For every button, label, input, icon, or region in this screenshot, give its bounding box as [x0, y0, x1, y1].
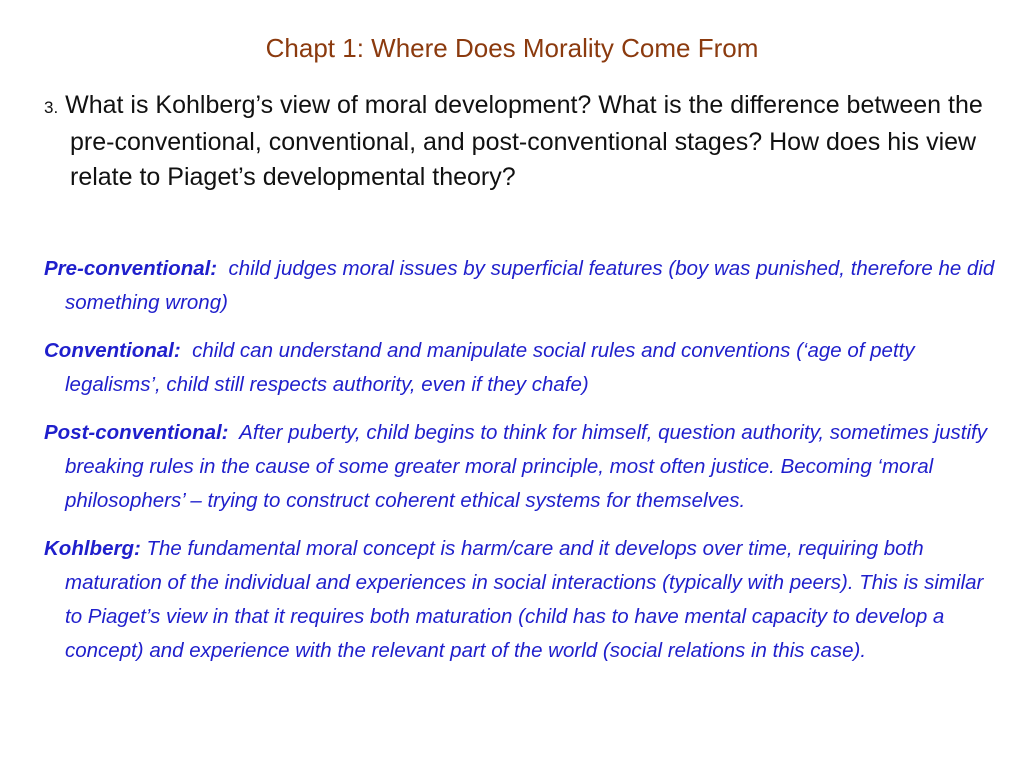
question-number: 3. [44, 98, 59, 117]
slide-title: Chapt 1: Where Does Morality Come From [265, 33, 759, 63]
answer-text: After puberty, child begins to think for himself, question authority, sometimes justify breaking rules in the cause of some greater moral principle, most often justice. Becoming ‘moral philosophers’ – trying to construct coherent ethical systems for themselves. [65, 421, 987, 512]
answer-term: Pre-conventional: [44, 257, 218, 280]
answer-text: The fundamental moral concept is harm/care and it develops over time, requiring both maturation of the individual and experiences in social interactions (typically with peers). This is similar to Piaget’s view in that it requires both maturation (child has to have mental capacity to develop a concept) and experience with the relevant part of the world (social relations in this case). [65, 537, 984, 662]
question-text: What is Kohlberg’s view of moral development? What is the difference between the pre-conventional, conventional, and post-conventional stages? How does his view relate to Piaget’s developmental theory? [65, 91, 983, 191]
answers-list [44, 252, 999, 682]
answer-pre-conventional [44, 252, 999, 320]
answer-conventional [44, 334, 999, 402]
answer-term: Conventional: [44, 339, 181, 362]
answer-text: child can understand and manipulate social rules and conventions (‘age of petty legalisms’, child still respects authority, even if they chafe) [65, 339, 915, 396]
answer-kohlberg [44, 532, 999, 668]
answer-text: child judges moral issues by superficial features (boy was punished, therefore he did something wrong) [65, 257, 995, 314]
question-paragraph [44, 88, 1020, 195]
answer-term: Kohlberg: [44, 537, 141, 560]
answer-term: Post-conventional: [44, 421, 229, 444]
answer-post-conventional [44, 416, 999, 518]
